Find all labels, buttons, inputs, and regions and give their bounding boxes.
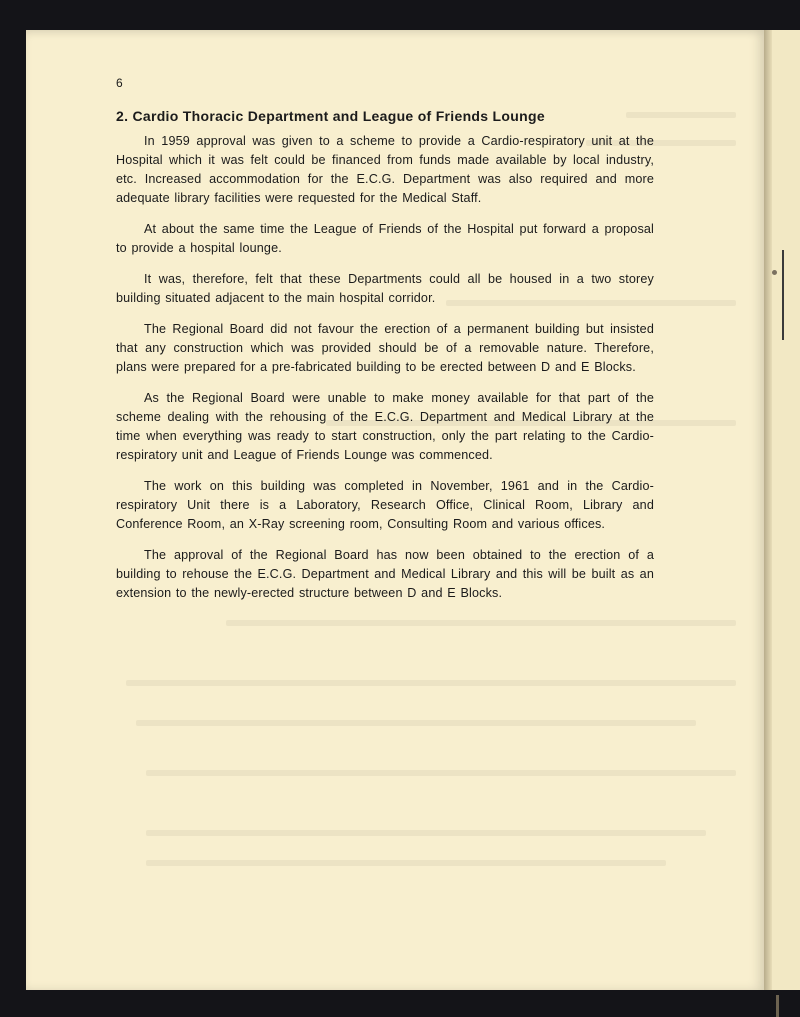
paragraph-6: The work on this building was completed in November, 1961 and in the Cardio-respiratory Unit there is a Laboratory, Research Office, Clinical Room, Library and Conference Room, an X-Ray screening room, Consulting Room and various offices. (116, 479, 654, 531)
paragraph-3: It was, therefore, felt that these Departments could all be housed in a two storey building situated adjacent to the main hospital corridor. (116, 272, 654, 305)
paragraph-5: As the Regional Board were unable to make money available for that part of the scheme dealing with the rehousing of the E.C.G. Department and Medical Library at the time when everything was ready to start construction, only the part relating to the Cardio-respiratory unit and League of Friends Lounge was commenced. (116, 391, 654, 462)
document-body (116, 76, 654, 615)
margin-dot (772, 270, 777, 275)
paragraph-4: The Regional Board did not favour the erection of a permanent building but insisted that any construction which was provided should be of a removable nature. Therefore, plans were prepared for a pre-fabricated building to be erected between D and E Blocks. (116, 322, 654, 374)
paragraph-2: At about the same time the League of Friends of the Hospital put forward a proposal to provide a hospital lounge. (116, 222, 654, 255)
paragraph-7: The approval of the Regional Board has now been obtained to the erection of a building to rehouse the E.C.G. Department and Medical Library and this will be built as an extension to the newly-erected structure between D and E Blocks. (116, 548, 654, 600)
page-fold-shadow (764, 30, 772, 990)
section-heading: 2. Cardio Thoracic Department and League of Friends Lounge (116, 108, 545, 124)
adjacent-page-edge (764, 30, 800, 990)
margin-mark-bottom (776, 995, 779, 1017)
paragraph-1: In 1959 approval was given to a scheme to provide a Cardio-respiratory unit at the Hospital which it was felt could be financed from funds made available by local industry, etc. Increased accommodation for the E.C.G. Department was also required and more adequate library facilities were requested for the Medical Staff. (116, 134, 654, 205)
margin-mark (782, 250, 784, 340)
page-number: 6 (116, 76, 124, 90)
